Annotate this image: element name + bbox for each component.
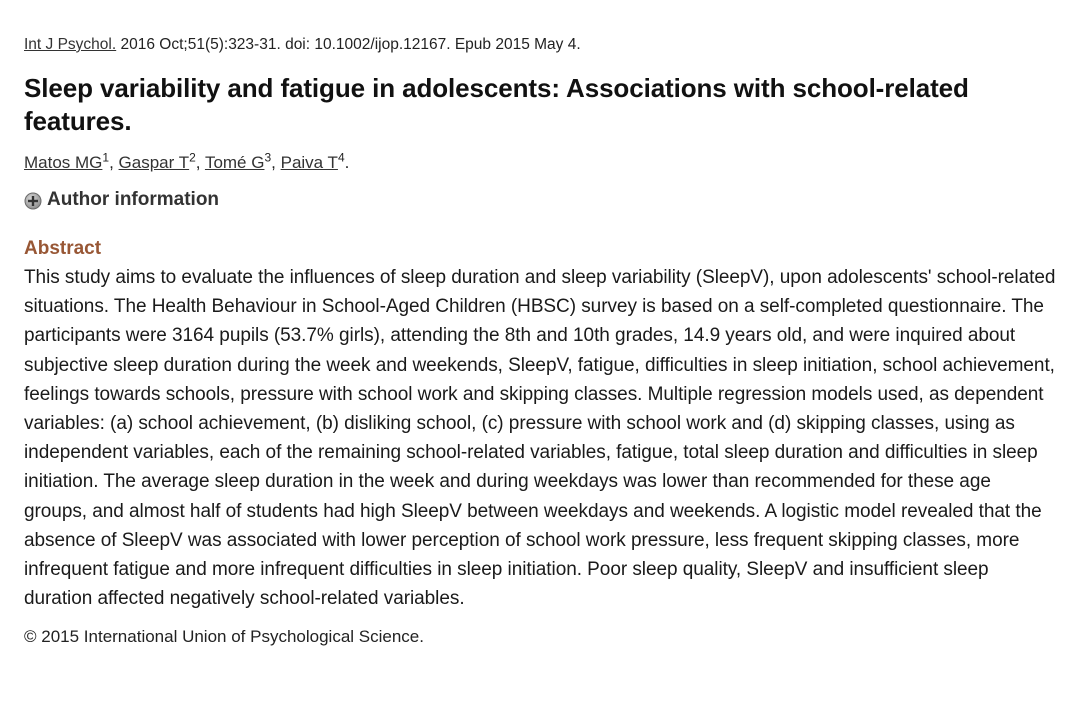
citation-details: 2016 Oct;51(5):323-31. doi: 10.1002/ijop.12167. Epub 2015 May 4. [116, 36, 581, 53]
author-affiliation-3: 3 [264, 150, 272, 165]
author-separator: . [344, 153, 350, 172]
plus-circle-icon [24, 192, 42, 210]
author-separator: , [195, 153, 205, 172]
author-affiliation-4: 4 [337, 150, 345, 165]
author-link-3[interactable]: Tomé G [204, 153, 265, 172]
author-information-toggle[interactable] [24, 189, 1056, 211]
author-affiliation-2: 2 [189, 150, 196, 165]
citation-line [24, 35, 1056, 55]
author-link-1[interactable]: Matos MG [24, 153, 103, 172]
abstract-body: This study aims to evaluate the influences of sleep duration and sleep variability (SleepV), upon adolescents' school-related situations. The Health Behaviour in School-Aged Children (HBSC) survey is based on a self-completed questionnaire. The participants were 3164 pupils (53.7% girls), attending the 8th and 10th grades, 14.9 years old, and were inquired about subjective sleep duration during the week and weekends, SleepV, fatigue, difficulties in sleep initiation, school achievement, feelings towards schools, pressure with school work and skipping classes. Multiple regression models used, as dependent variables: (a) school achievement, (b) disliking school, (c) pressure with school work and (d) skipping classes, using as independent variables, each of the remaining school-related variables, fatigue, total sleep duration and difficulties in sleep initiation. The average sleep duration in the week and during weekdays was lower than recommended for these age groups, and almost half of students had high SleepV between weekdays and weekends. A logistic model revealed that the absence of SleepV was associated with lower perception of school work pressure, less frequent skipping classes, more infrequent fatigue and more infrequent difficulties in sleep initiation. Poor sleep quality, SleepV and insufficient sleep duration affected negatively school-related variables. [24, 267, 1056, 610]
journal-link[interactable]: Int J Psychol. [24, 36, 117, 53]
author-information-label: Author information [47, 189, 220, 210]
author-separator: , [109, 153, 119, 172]
author-list [24, 152, 1056, 174]
article-title: Sleep variability and fatigue in adolescents: Associations with school-related features. [24, 73, 969, 136]
abstract-heading: Abstract [24, 238, 102, 259]
copyright-notice: © 2015 International Union of Psychological Science. [24, 627, 424, 647]
author-link-4[interactable]: Paiva T [280, 153, 338, 172]
author-link-2[interactable]: Gaspar T [118, 153, 190, 172]
author-affiliation-1: 1 [102, 150, 110, 165]
author-separator: , [271, 153, 281, 172]
